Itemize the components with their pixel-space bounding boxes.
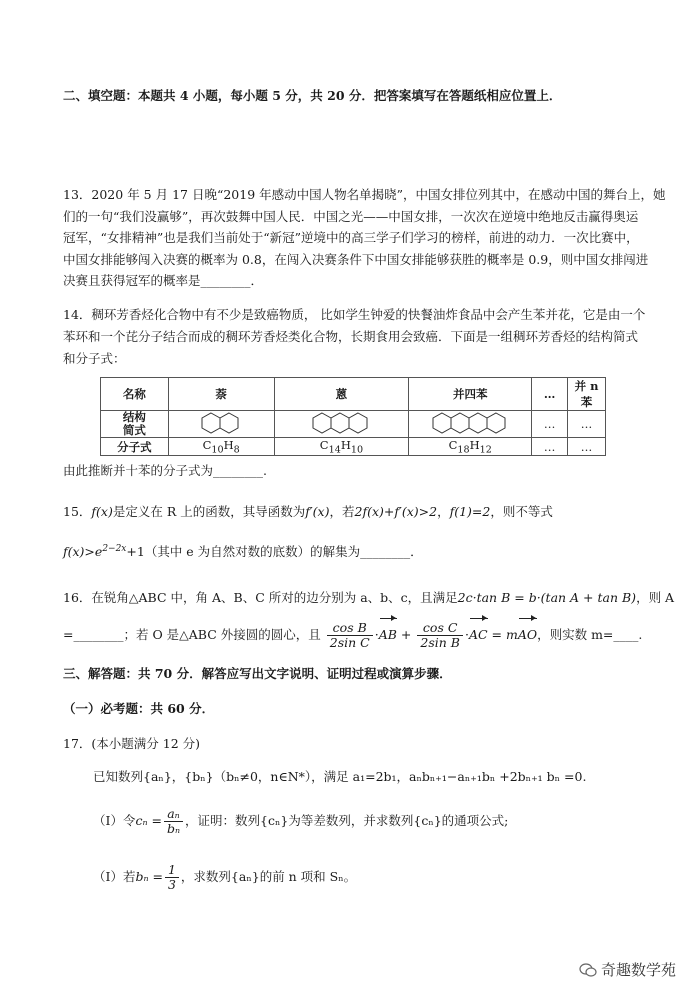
section-2-heading: 二、填空题：本题共 4 小题，每小题 5 分，共 20 分．把答案填写在答题纸相应位置上． [63, 88, 562, 103]
formula-anthracene: $C_{14}H_{10}$ [274, 438, 409, 456]
table-ellipsis: … [532, 411, 568, 438]
watermark-text: 奇趣数学苑 [600, 961, 676, 979]
vector-AC: AC [469, 620, 488, 650]
q13-line-4: 中国女排能够闯入决赛的概率为 0.8，在闯入决赛条件下中国女排能够获胜的概率是 0.9，则中国女排闯进 [63, 252, 649, 267]
table-header-cell: 名称 [101, 378, 169, 411]
table-ellipsis: … [568, 438, 606, 456]
table-formula-row [101, 438, 606, 456]
q17-part-2: （Ⅰ）若bₙ = $\frac{1}{3}$ ，求数列{aₙ}的前 n 项和 Sₙ。 [93, 862, 357, 892]
table-header-cell: 蒽 [274, 378, 409, 411]
subsection-required-heading: （一）必考题：共 60 分． [63, 701, 215, 716]
table-ellipsis: … [568, 411, 606, 438]
q17-title: 17．(本小题满分 12 分) [63, 736, 201, 751]
table-header-row [101, 378, 606, 411]
fraction-one-third: $\frac{1}{3}$ [165, 863, 179, 892]
table-header-cell: … [532, 378, 568, 411]
table-header-cell: 萘 [168, 378, 274, 411]
naphthalene-diagram [201, 412, 241, 434]
q13-line-3: 冠军，“女排精神”也是我们当前处于“新冠”逆境中的高三学子们学习的榜样，前进的动力．一次比赛中， [63, 230, 639, 245]
table-header-cell: 并 n 苯 [568, 378, 606, 411]
q16-line-1: 16．在锐角△ABC 中，角 A、B、C 所对的边分别为 a、b、c，且满足2c·tan B = b·(tan A + tan B)，则 A [63, 590, 675, 605]
formula-label: 分子式 [101, 438, 169, 456]
tetracene-structure [409, 411, 532, 438]
q17-part-1: （Ⅰ）令cₙ = $\frac{\text{aₙ}}{\text{bₙ}}$ ，证明：数列{cₙ}为等差数列，并求数列{cₙ}的通项公式; [93, 806, 509, 836]
q13-line-1: 13．2020 年 5 月 17 日晚“2019 年感动中国人物名单揭晓”，中国女排位列其中，在感动中国的舞台上，她 [63, 187, 666, 202]
table-header-cell: 并四苯 [409, 378, 532, 411]
naphthalene-structure [168, 411, 274, 438]
formula-naphthalene: $C_{10}H_8$ [168, 438, 274, 456]
table-structure-row [101, 411, 606, 438]
q16-line-2: =________；若 O 是△ABC 外接圆的圆心，且 $\frac{\text{cos B}}{\text{2sin C}}$ ·AB + $\frac{\text{cos C}}{\text{2sin B}}$ ·AC = mAO，则实数 m=____. [63, 620, 643, 650]
section-3-heading: 三、解答题：共 70 分．解答应写出文字说明、证明过程或演算步骤． [63, 666, 452, 681]
anthracene-diagram [312, 412, 370, 434]
chat-bubble-icon [579, 962, 597, 978]
formula-tetracene: $C_{18}H_{12}$ [409, 438, 532, 456]
fraction-cosC: $\frac{\text{cos C}}{\text{2sin B}}$ [417, 621, 463, 650]
q17-given: 已知数列{aₙ}，{bₙ}（bₙ≠0，n∈N*），满足 a₁=2b₁，aₙbₙ₊₁−aₙ₊₁bₙ +2bₙ₊₁ bₙ =0. [93, 769, 587, 784]
q14-conclusion: 由此推断并十苯的分子式为________. [63, 463, 267, 478]
q15-line-1: 15．f(x)是定义在 R 上的函数，其导函数为f′(x)，若2f(x)+f′(x)>2，f(1)=2，则不等式 [63, 504, 553, 519]
tetracene-diagram [432, 412, 508, 434]
q13-line-2: 们的一句“我们没赢够”，再次鼓舞中国人民．中国之光——中国女排，一次次在逆境中绝地反击赢得奥运 [63, 209, 639, 224]
q13-line-5: 决赛且获得冠军的概率是________． [63, 273, 264, 288]
watermark [579, 959, 676, 980]
anthracene-structure [274, 411, 409, 438]
q14-line-3: 和分子式： [63, 351, 126, 366]
q14-line-1: 14．稠环芳香烃化合物中有不少是致癌物质， 比如学生钟爱的快餐油炸食品中会产生苯并花，它是由一个 [63, 307, 646, 322]
vector-AB: AB [379, 620, 397, 650]
aromatic-table [100, 377, 606, 456]
structure-label: 结构 简式 [101, 411, 169, 438]
q14-line-2: 苯环和一个芘分子结合而成的稠环芳香烃类化合物，长期食用会致癌．下面是一组稠环芳香烃的结构简式 [63, 329, 639, 344]
table-ellipsis: … [532, 438, 568, 456]
fraction-cosB: $\frac{\text{cos B}}{\text{2sin C}}$ [327, 621, 373, 650]
fraction-an-bn: $\frac{\text{aₙ}}{\text{bₙ}}$ [164, 807, 183, 836]
q15-line-2: $f(x)>e^{2-2x}+1$（其中 e 为自然对数的底数）的解集为________． [63, 544, 423, 560]
vector-AO: AO [518, 620, 537, 650]
